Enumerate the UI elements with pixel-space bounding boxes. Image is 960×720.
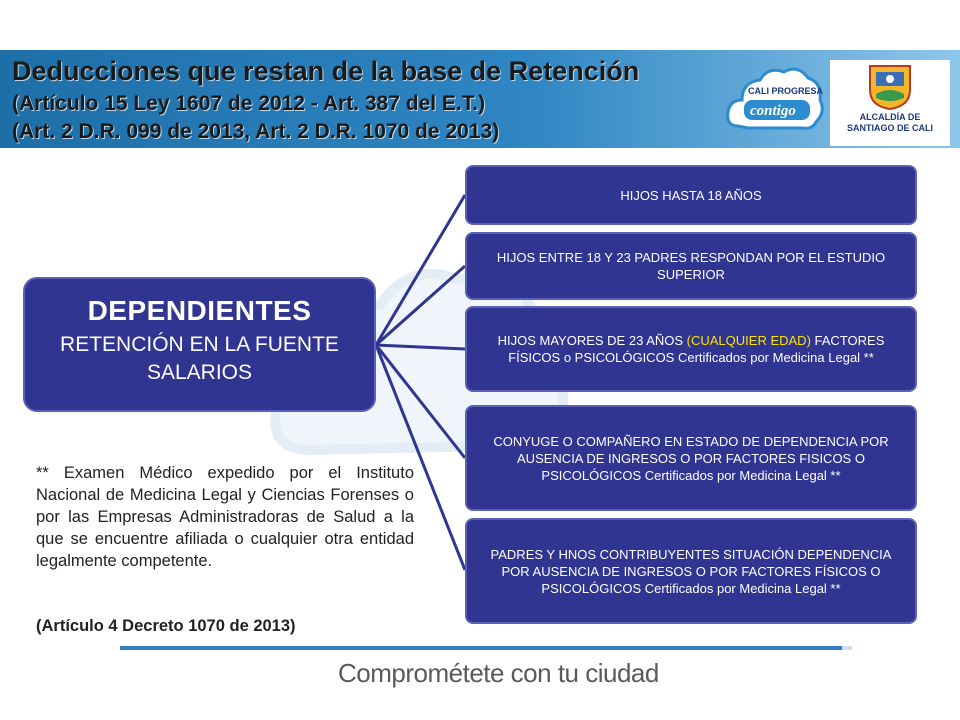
center-node-subtitle: RETENCIÓN EN LA FUENTE SALARIOS <box>60 333 339 384</box>
node-hijos-18-23 <box>465 232 917 300</box>
node-hijos-mayores-23 <box>465 306 917 392</box>
center-node-title: DEPENDIENTES <box>87 295 312 326</box>
node-conyuge <box>465 405 917 511</box>
slide-title: Deducciones que restan de la base de Retención <box>12 56 640 86</box>
highlight-cualquier-edad: (CUALQUIER EDAD) <box>686 333 811 348</box>
node-padres-hnos <box>465 518 917 624</box>
node-hijos-mayores-23-detail: FACTORES FÍSICOS o PSICOLÓGICOS Certificados por Medicina Legal ** <box>508 333 885 365</box>
node-hijos-hasta-18 <box>465 165 917 225</box>
cali-progresa-top-text: CALI PROGRESA <box>748 86 824 96</box>
footnote-text: ** Examen Médico expedido por el Instituto Nacional de Medicina Legal y Ciencias Forenses o por las Empresas Administradoras de Salud a la que se encuentre afiliada o cualquier otra entidad legalmente competente. <box>36 464 414 570</box>
alcaldia-text-line1: ALCALDÍA DE <box>859 112 921 122</box>
node-hijos-hasta-18-text: HIJOS HASTA 18 AÑOS <box>620 187 762 203</box>
slide-subtitle-law: (Artículo 15 Ley 1607 de 2012 - Art. 387 del E.T.) <box>12 92 486 115</box>
cali-progresa-bottom-text: contigo <box>750 103 796 119</box>
connector-4 <box>376 345 465 458</box>
node-conyuge-text: CONYUGE O COMPAÑERO EN ESTADO DE DEPENDENCIA POR AUSENCIA DE INGRESOS O POR FACTORES FISICOS O PSICOLÓGICOS Certificados por Medicina Legal ** <box>493 433 889 483</box>
node-padres-hnos-text: PADRES Y HNOS CONTRIBUYENTES SITUACIÓN DEPENDENCIA POR AUSENCIA DE INGRESOS O POR FACTORES FÍSICOS O PSICOLÓGICOS Certificados por Medicina Legal ** <box>490 546 892 596</box>
node-hijos-18-23-text: HIJOS ENTRE 18 Y 23 PADRES RESPONDAN POR EL ESTUDIO SUPERIOR <box>496 250 886 282</box>
connector-3 <box>376 345 465 349</box>
center-node-dependientes <box>23 277 376 412</box>
footer-divider <box>120 646 842 650</box>
node-hijos-mayores-23-text: HIJOS MAYORES DE 23 AÑOS <box>497 333 684 348</box>
footer-slogan: Comprométete con tu ciudad <box>338 658 659 688</box>
slide-subtitle-decrees: (Art. 2 D.R. 099 de 2013, Art. 2 D.R. 1070 de 2013) <box>12 120 500 143</box>
connector-1 <box>376 195 465 345</box>
alcaldia-text-line2: SANTIAGO DE CALI <box>846 123 933 133</box>
connector-2 <box>376 266 465 345</box>
footnote-reference: (Artículo 4 Decreto 1070 de 2013) <box>36 617 296 635</box>
footer-divider-tail <box>842 646 852 650</box>
